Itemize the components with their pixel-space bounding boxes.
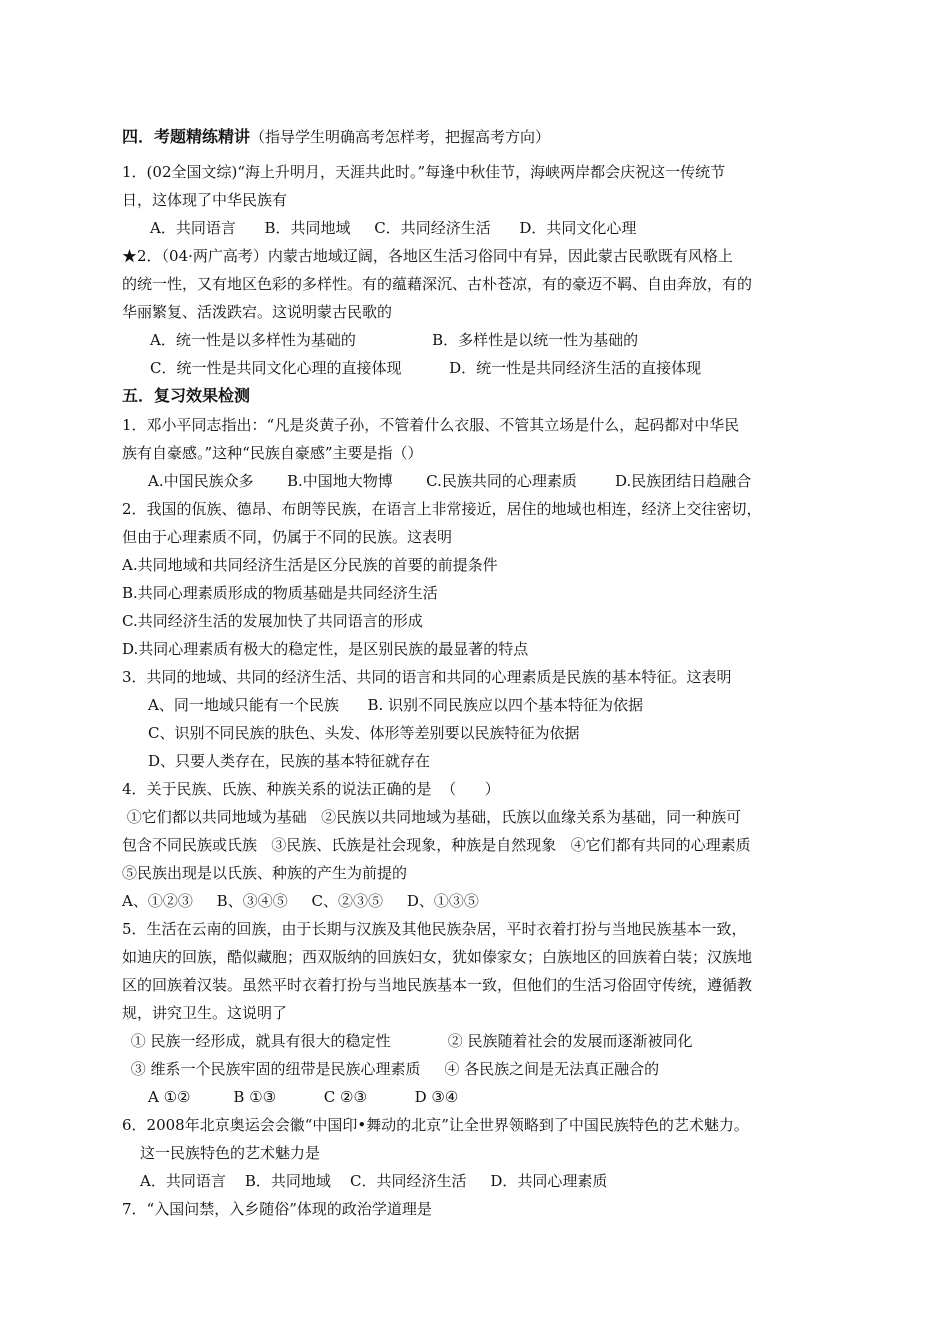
- q5-5-statements-34: ③ 维系一个民族牢固的纽带是民族心理素质 ④ 各民族之间是无法真正融合的: [126, 1060, 660, 1078]
- q4-2-line-2: 的统一性，又有地区色彩的多样性。有的蕴藉深沉、古朴苍凉，有的豪迈不羁、自由奔放，有的: [122, 275, 753, 293]
- q4-1-options: A．共同语言 B．共同地域 C．共同经济生活 D．共同文化心理: [150, 219, 637, 237]
- q5-7-line-1: 7．“入国问禁，入乡随俗”体现的政治学道理是: [122, 1200, 432, 1218]
- q4-2-line-1: ★2．（04·两广高考）内蒙古地域辽阔，各地区生活习俗同中有异，因此蒙古民歌既有风格上: [122, 247, 733, 265]
- q5-3-line-1: 3．共同的地域、共同的经济生活、共同的语言和共同的心理素质是民族的基本特征。这表明: [122, 668, 732, 686]
- q5-5-line-2: 如迪庆的回族，酷似藏胞；西双版纳的回族妇女，犹如傣家女；白族地区的回族着白装；汉族地: [122, 948, 753, 966]
- q4-1-line-2: 日，这体现了中华民族有: [122, 191, 288, 209]
- q4-2-options-2: C．统一性是共同文化心理的直接体现 D．统一性是共同经济生活的直接体现: [150, 359, 702, 377]
- q4-2-line-3: 华丽繁复、活泼跌宕。这说明蒙古民歌的: [122, 303, 393, 321]
- q5-5-statements-12: ① 民族一经形成，就具有很大的稳定性 ② 民族随着社会的发展而逐渐被同化: [126, 1032, 693, 1050]
- q5-6-line-2: 这一民族特色的艺术魅力是: [140, 1144, 321, 1162]
- section-5-heading: 五．复习效果检测: [122, 386, 251, 405]
- q5-3-options-ab: A、同一地域只能有一个民族 B. 识别不同民族应以四个基本特征为依据: [148, 696, 644, 714]
- q5-4-options: A、①②③ B、③④⑤ C、②③⑤ D、①③⑤: [122, 892, 479, 910]
- q5-5-line-4: 规，讲究卫生。这说明了: [122, 1004, 288, 1022]
- q5-2-line-2: 但由于心理素质不同，仍属于不同的民族。这表明: [122, 528, 453, 546]
- q5-1-line-1: 1．邓小平同志指出：“凡是炎黄子孙，不管着什么衣服、不管其立场是什么，起码都对中华民: [122, 416, 740, 434]
- q4-2-options-1: A．统一性是以多样性为基础的 B．多样性是以统一性为基础的: [150, 331, 639, 349]
- q5-1-line-2: 族有自豪感。”这种“民族自豪感”主要是指（）: [122, 444, 423, 462]
- q5-4-line-2: ①它们都以共同地域为基础 ②民族以共同地域为基础，氏族以血缘关系为基础，同一种族可: [122, 808, 742, 826]
- q5-2-option-c: C.共同经济生活的发展加快了共同语言的形成: [122, 612, 423, 630]
- section-4-heading: 四．考题精练精讲: [122, 127, 251, 146]
- q5-6-line-1: 6．2008年北京奥运会会徽“中国印•舞动的北京”让全世界领略到了中国民族特色的艺术魅力。: [122, 1116, 749, 1134]
- q5-5-options: A ①② B ①③ C ②③ D ③④: [148, 1088, 459, 1106]
- q5-2-option-b: B.共同心理素质形成的物质基础是共同经济生活: [122, 584, 438, 602]
- q5-5-line-1: 5．生活在云南的回族，由于长期与汉族及其他民族杂居，平时衣着打扮与当地民族基本一致，: [122, 920, 747, 938]
- section-4-subheading: （指导学生明确高考怎样考，把握高考方向）: [250, 128, 551, 146]
- q5-6-options: A．共同语言 B．共同地域 C．共同经济生活 D．共同心理素质: [140, 1172, 608, 1190]
- q5-2-line-1: 2．我国的佤族、德昂、布朗等民族，在语言上非常接近，居住的地域也相连，经济上交往密切，: [122, 500, 762, 518]
- q5-3-option-d: D、只要人类存在，民族的基本特征就存在: [148, 752, 431, 770]
- q4-1-line-1: 1．(02全国文综)“海上升明月，天涯共此时。”每逢中秋佳节，海峡两岸都会庆祝这一传统节: [122, 163, 726, 181]
- q5-4-line-1: 4．关于民族、氏族、种族关系的说法正确的是 （ ）: [122, 780, 500, 798]
- q5-2-option-d: D.共同心理素质有极大的稳定性，是区别民族的最显著的特点: [122, 640, 529, 658]
- q5-2-option-a: A.共同地域和共同经济生活是区分民族的首要的前提条件: [122, 556, 498, 574]
- q5-4-line-4: ⑤民族出现是以氏族、种族的产生为前提的: [122, 864, 408, 882]
- q5-3-option-c: C、识别不同民族的肤色、头发、体形等差别要以民族特征为依据: [148, 724, 580, 742]
- q5-4-line-3: 包含不同民族或氏族 ③民族、氏族是社会现象，种族是自然现象 ④它们都有共同的心理素质: [122, 836, 751, 854]
- q5-5-line-3: 区的回族着汉装。虽然平时衣着打扮与当地民族基本一致，但他们的生活习俗固守传统，遵循教: [122, 976, 753, 994]
- q5-1-options: A.中国民族众多 B.中国地大物博 C.民族共同的心理素质 D.民族团结日趋融合: [148, 472, 752, 490]
- section-4-title: [122, 126, 550, 148]
